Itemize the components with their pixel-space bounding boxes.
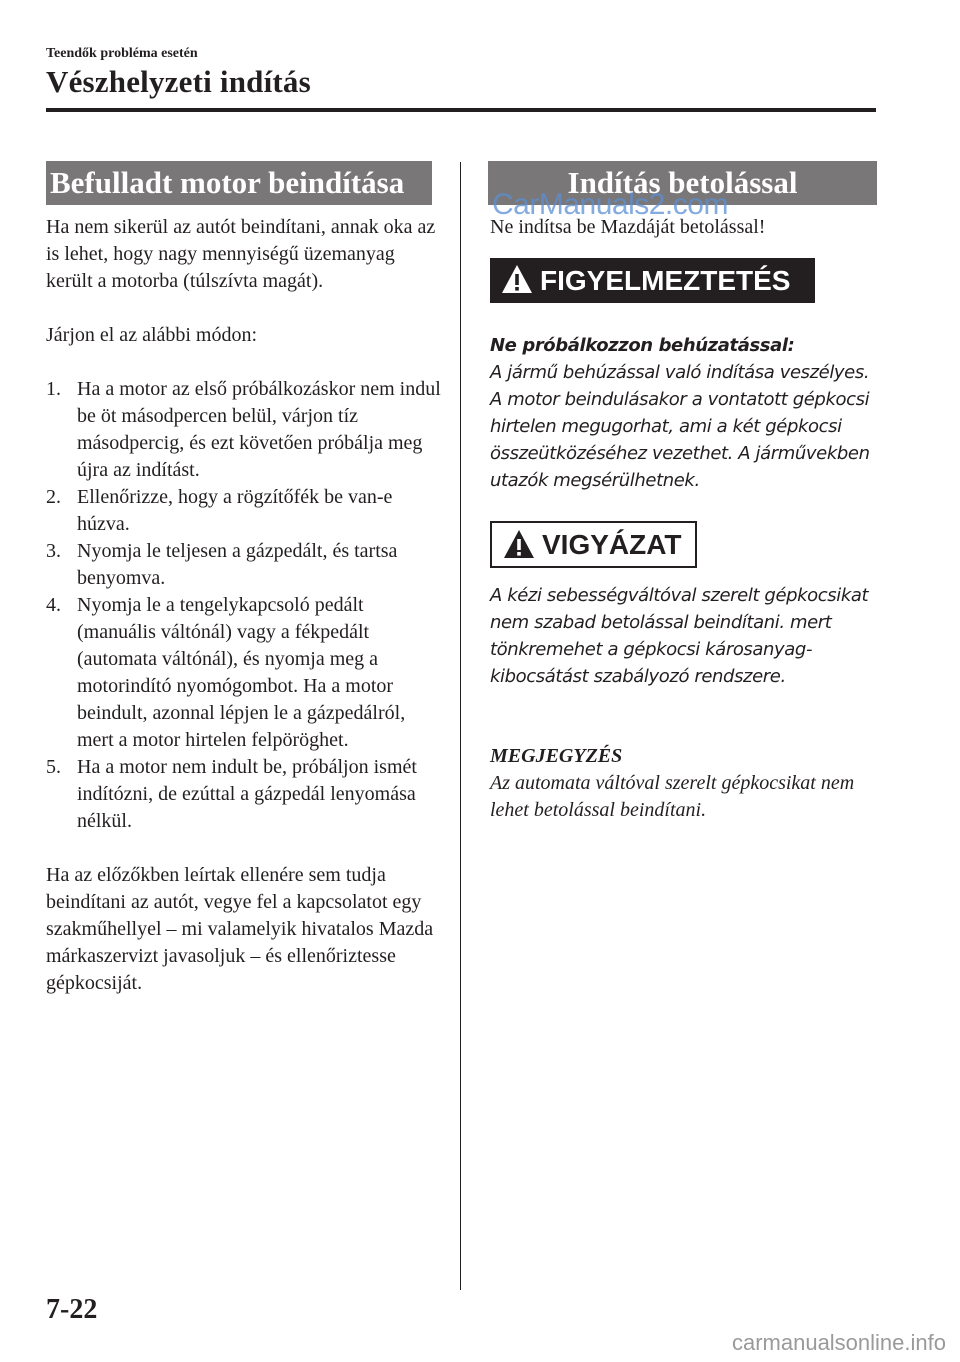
procedure-step xyxy=(46,538,441,592)
page-title: Vészhelyzeti indítás xyxy=(46,64,311,99)
step-text: Ha a motor nem indult be, próbáljon ismét indítózni, de ezúttal a gázpedál lenyomása nélkül. xyxy=(77,756,417,832)
warning-text xyxy=(490,332,885,494)
right-column xyxy=(490,214,880,241)
step-number: 4. xyxy=(46,594,61,616)
caution-triangle-icon xyxy=(502,528,536,560)
procedure-step xyxy=(46,484,441,538)
title-rule xyxy=(46,108,876,112)
procedure-lead: Járjon el az alábbi módon: xyxy=(46,324,258,346)
procedure-steps xyxy=(46,376,441,835)
closing-paragraph: Ha az előzőkben leírtak ellenére sem tudja beindítani az autót, vegye fel a kapcsolatot egy szakműhellyel – mi valamelyik hivatalos Mazda márkaszervizt javasoljuk – és ellenőriztesse gépkocsiját. xyxy=(46,864,434,994)
caution-label: VIGYÁZAT xyxy=(542,529,682,560)
warning-body: A jármű behúzással való indítása veszélyes. A motor beindulásakor a vontatott gépkocsi hirtelen megugorhat, ami a két gépkocsi összeütközéséhez vezethet. A járművekben utazók megsérülhetnek. xyxy=(490,362,870,491)
intro-paragraph: Ha nem sikerül az autót beindítani, annak oka az is lehet, hogy nagy mennyiségű üzemanyag került a motorba (túlszívta magát). xyxy=(46,216,436,292)
caution-text: A kézi sebességváltóval szerelt gépkocsikat nem szabad betolással beindítani. mert tönkremehet a gépkocsi károsanyag-kibocsátást szabályozó rendszere. xyxy=(490,585,869,687)
watermark: CarManuals2.com xyxy=(492,188,728,221)
note-heading: MEGJEGYZÉS xyxy=(490,745,623,767)
footer-watermark: carmanualsonline.info xyxy=(731,1330,946,1355)
column-divider xyxy=(460,162,461,1290)
warning-lead: Ne próbálkozzon behúzatással: xyxy=(490,335,795,356)
note-text: Az automata váltóval szerelt gépkocsikat nem lehet betolással beindítani. xyxy=(490,772,855,821)
warning-label: FIGYELMEZTETÉS xyxy=(540,265,791,296)
procedure-step xyxy=(46,592,441,754)
section-heading-push-start: Indítás betolással xyxy=(488,161,877,205)
step-number: 2. xyxy=(46,486,61,508)
warning-triangle-icon xyxy=(500,263,534,295)
caution-label-box xyxy=(490,521,697,568)
step-text: Nyomja le a tengelykapcsoló pedált (manuális váltónál) vagy a fékpedált (automata váltónál), és nyomja meg a motorindító nyomógombot. Ha a motor beindult, azonnal lépjen le a gázpedálról, mert a motor hirtelen felpöröghet. xyxy=(77,594,406,751)
page-number: 7-22 xyxy=(46,1294,98,1325)
step-text: Ha a motor az első próbálkozáskor nem indul be öt másodpercen belül, várjon tíz másodpercig, és ezt követően próbálja meg újra az indítást. xyxy=(77,378,441,481)
chapter-label: Teendők probléma esetén xyxy=(46,46,198,61)
push-start-intro: Ne indítsa be Mazdáját betolással! xyxy=(490,216,766,238)
step-text: Nyomja le teljesen a gázpedált, és tartsa benyomva. xyxy=(77,540,398,589)
step-number: 1. xyxy=(46,378,61,400)
step-text: Ellenőrizze, hogy a rögzítőfék be van-e húzva. xyxy=(77,486,393,535)
procedure-step xyxy=(46,376,441,484)
left-column xyxy=(46,214,441,997)
warning-label-box xyxy=(490,258,815,303)
section-heading-flooded-engine: Befulladt motor beindítása xyxy=(46,161,432,205)
step-number: 3. xyxy=(46,540,61,562)
step-number: 5. xyxy=(46,756,61,778)
procedure-step xyxy=(46,754,441,835)
